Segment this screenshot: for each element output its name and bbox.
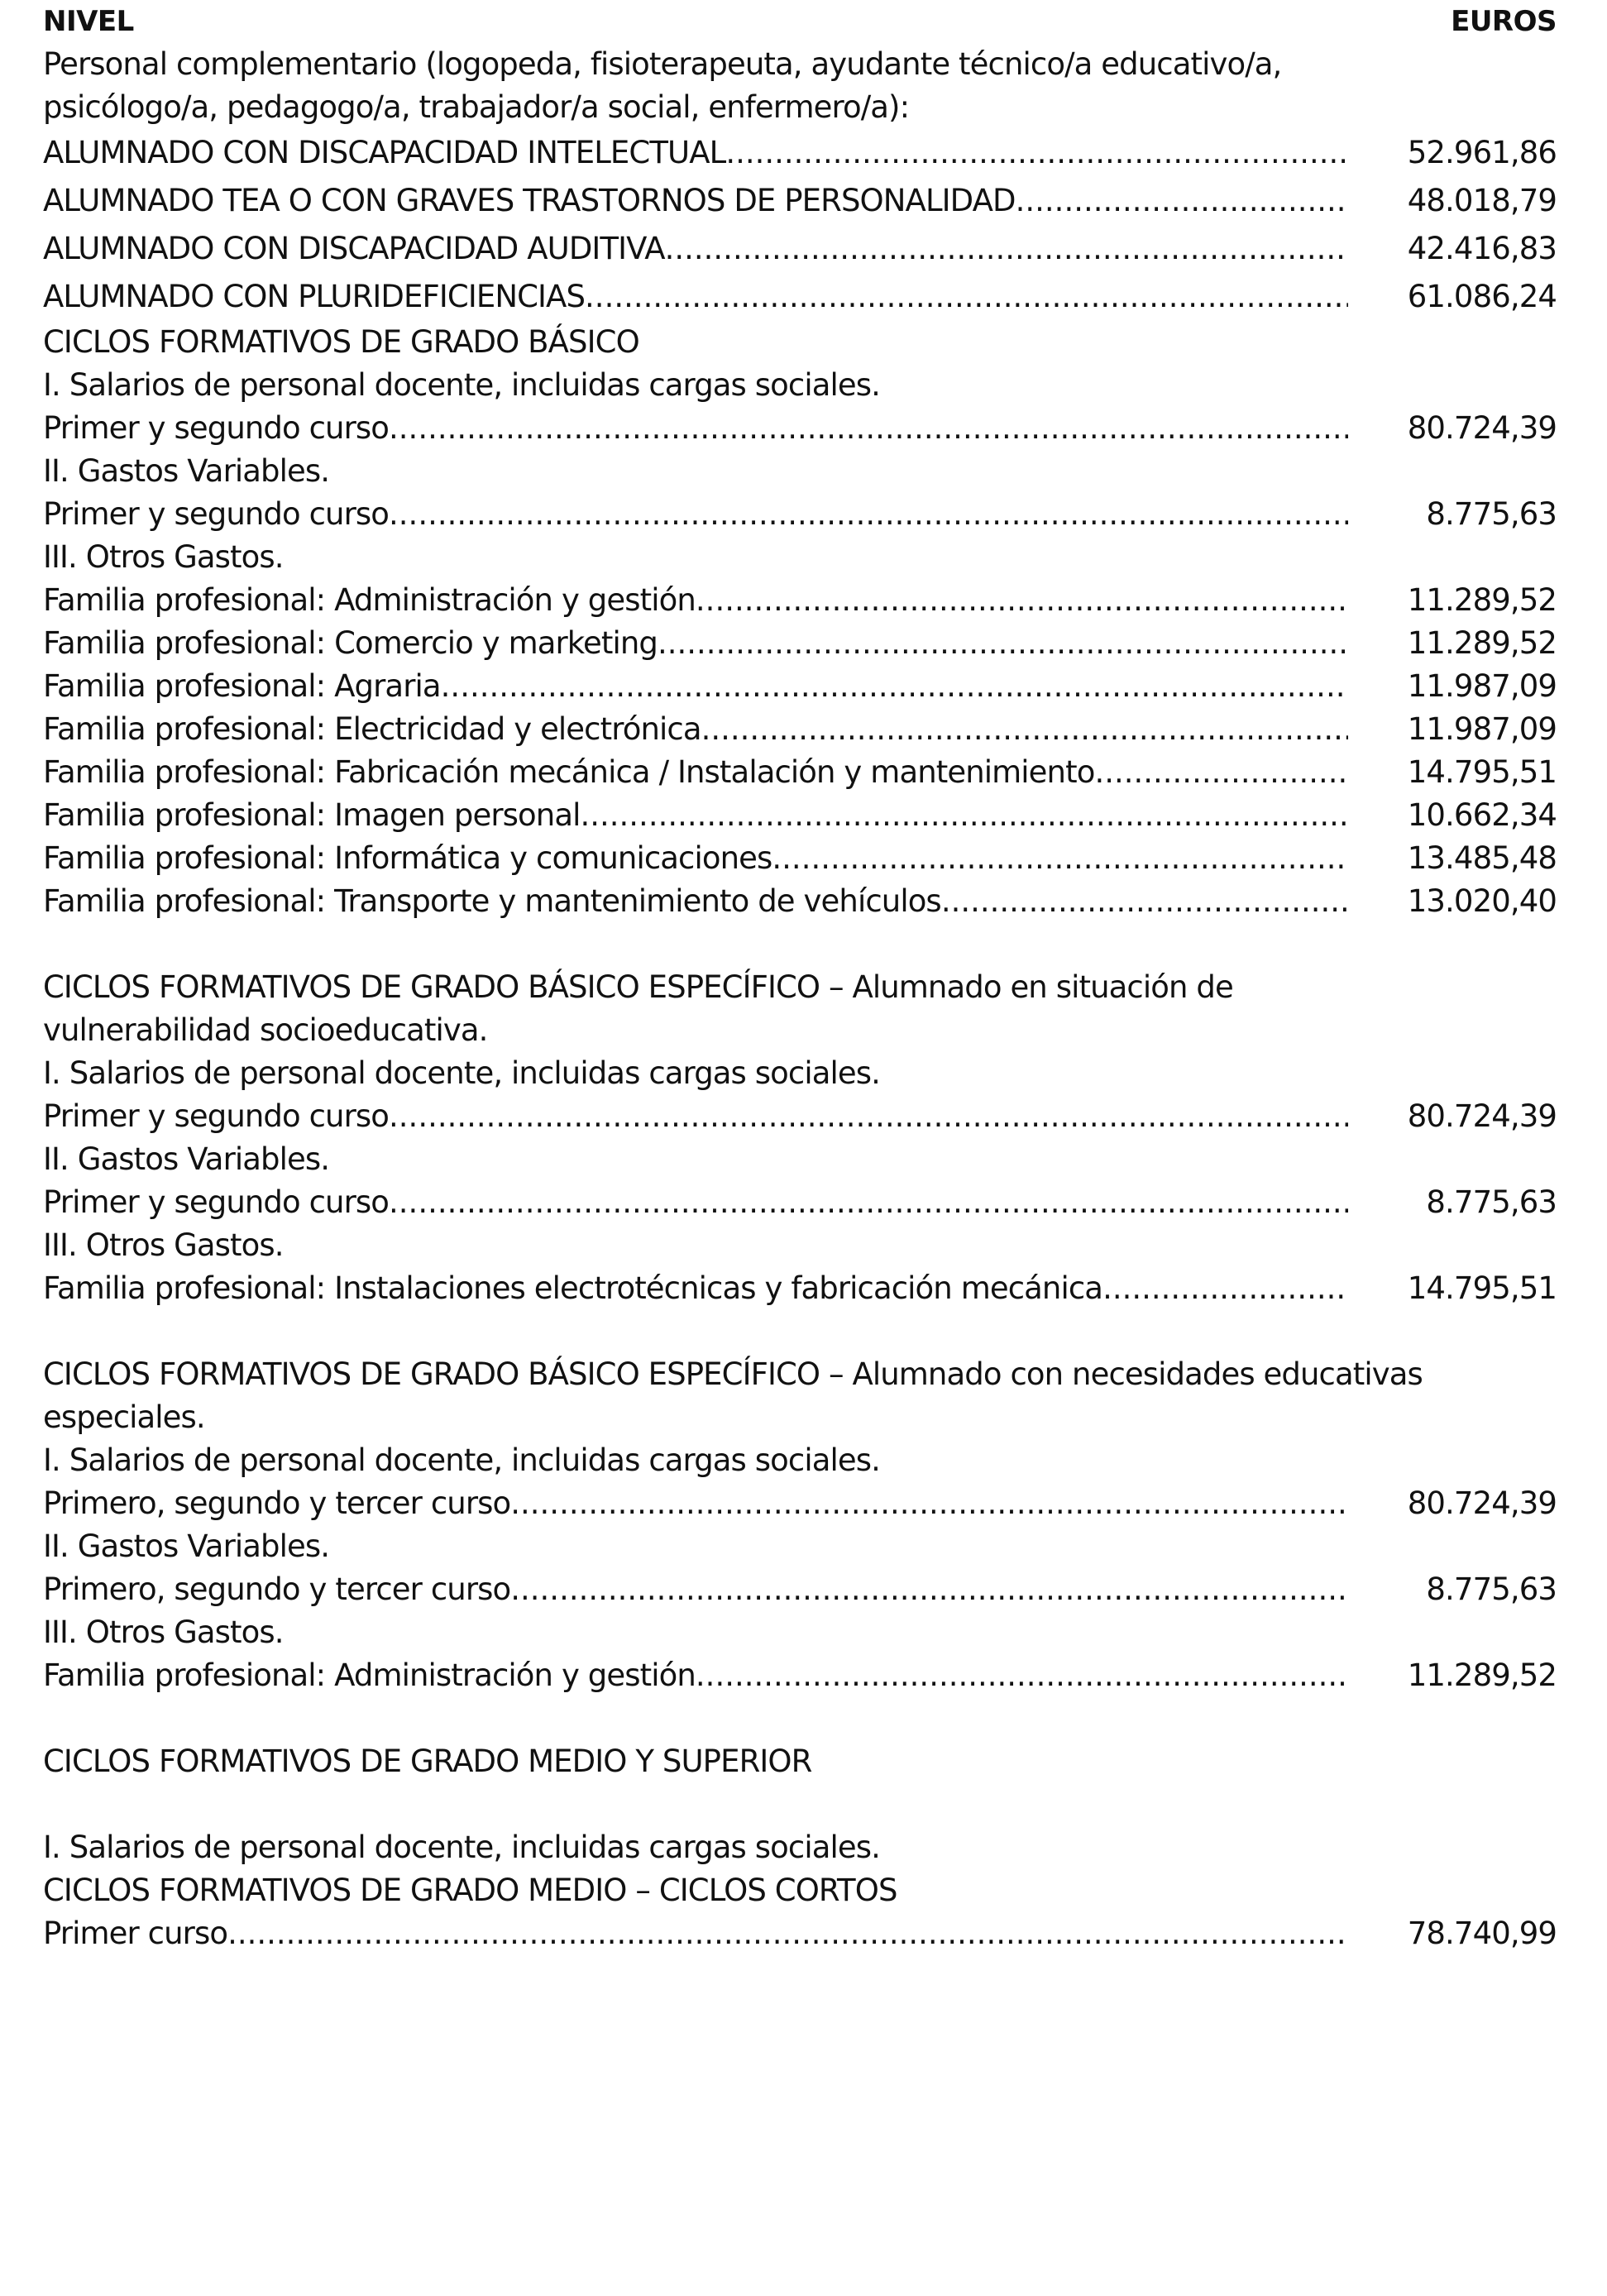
- table-row: [43, 1654, 1557, 1697]
- row-label: ALUMNADO CON DISCAPACIDAD AUDITIVA .....: [43, 225, 1348, 273]
- table-row: [43, 129, 1557, 177]
- row-value: 10.662,34: [1407, 797, 1557, 833]
- table-row: [43, 493, 1557, 536]
- row-value: 80.724,39: [1407, 1485, 1557, 1521]
- table-row: [43, 880, 1557, 923]
- row-value: 61.086,24: [1407, 279, 1557, 314]
- row-label: Familia profesional: Administración y gestión .....: [43, 579, 1348, 622]
- document-body: [43, 0, 1557, 1955]
- section-title-medio-superior: CICLOS FORMATIVOS DE GRADO MEDIO Y SUPERIOR: [43, 1744, 812, 1779]
- section-title-vulnerabilidad-1: CICLOS FORMATIVOS DE GRADO BÁSICO ESPECÍFICO – Alumnado en situación de: [43, 969, 1233, 1005]
- subsection-ciclos-cortos: CICLOS FORMATIVOS DE GRADO MEDIO – CICLOS CORTOS: [43, 1873, 897, 1908]
- row-value: 48.018,79: [1407, 183, 1557, 218]
- table-row: [43, 407, 1557, 450]
- spacer: [43, 1783, 1557, 1826]
- table-row: [43, 177, 1557, 225]
- table-row: [43, 665, 1557, 708]
- row-value: 80.724,39: [1407, 1098, 1557, 1134]
- section-title-vulnerabilidad-2: vulnerabilidad socioeducativa.: [43, 1012, 488, 1048]
- row-label: Primero, segundo y tercer curso .....: [43, 1568, 1348, 1611]
- subsection-variables: II. Gastos Variables.: [43, 453, 330, 489]
- row-label: Familia profesional: Imagen personal .....: [43, 794, 1348, 837]
- subsection-salarios: I. Salarios de personal docente, incluidas cargas sociales.: [43, 1055, 880, 1091]
- row-label: ALUMNADO TEA O CON GRAVES TRASTORNOS DE PERSONALIDAD .....: [43, 177, 1348, 225]
- table-row: [43, 225, 1557, 273]
- table-row: [43, 837, 1557, 880]
- row-label: Familia profesional: Informática y comunicaciones .....: [43, 837, 1348, 880]
- row-label: ALUMNADO CON DISCAPACIDAD INTELECTUAL .....: [43, 129, 1348, 177]
- row-label: Familia profesional: Fabricación mecánica / Instalación y mantenimiento .....: [43, 751, 1348, 794]
- spacer: [43, 1697, 1557, 1740]
- table-row: [43, 1095, 1557, 1138]
- table-row: [43, 1267, 1557, 1310]
- section-title-nee-1: CICLOS FORMATIVOS DE GRADO BÁSICO ESPECÍFICO – Alumnado con necesidades educativas: [43, 1356, 1423, 1392]
- subsection-otros: III. Otros Gastos.: [43, 539, 284, 575]
- subsection-salarios: I. Salarios de personal docente, incluidas cargas sociales.: [43, 1442, 880, 1478]
- personal-intro-line-2: psicólogo/a, pedagogo/a, trabajador/a social, enfermero/a):: [43, 89, 910, 125]
- row-label: Familia profesional: Transporte y mantenimiento de vehículos .....: [43, 880, 1348, 923]
- row-value: 11.289,52: [1407, 582, 1557, 618]
- row-label: Primero, segundo y tercer curso .....: [43, 1482, 1348, 1525]
- subsection-variables: II. Gastos Variables.: [43, 1528, 330, 1564]
- row-value: 13.485,48: [1407, 840, 1557, 876]
- subsection-salarios: I. Salarios de personal docente, incluidas cargas sociales.: [43, 1830, 880, 1865]
- row-label: Primer y segundo curso .....: [43, 1181, 1348, 1224]
- spacer: [43, 923, 1557, 966]
- row-label: Primer y segundo curso .....: [43, 493, 1348, 536]
- subsection-otros: III. Otros Gastos.: [43, 1614, 284, 1650]
- table-row: [43, 1482, 1557, 1525]
- row-label: Familia profesional: Administración y gestión .....: [43, 1654, 1348, 1697]
- row-label: Familia profesional: Instalaciones electrotécnicas y fabricación mecánica .....: [43, 1267, 1348, 1310]
- row-value: 52.961,86: [1407, 135, 1557, 170]
- euros-heading: EUROS: [1451, 5, 1557, 38]
- table-row: [43, 1568, 1557, 1611]
- row-label: Familia profesional: Electricidad y electrónica .....: [43, 708, 1348, 751]
- row-value: 11.289,52: [1407, 1657, 1557, 1693]
- table-row: [43, 708, 1557, 751]
- row-value: 8.775,63: [1426, 1571, 1557, 1607]
- table-row: [43, 622, 1557, 665]
- row-value: 11.987,09: [1407, 668, 1557, 704]
- subsection-variables: II. Gastos Variables.: [43, 1141, 330, 1177]
- table-row: [43, 1912, 1557, 1955]
- row-label: Familia profesional: Comercio y marketing .....: [43, 622, 1348, 665]
- section-title-basico: CICLOS FORMATIVOS DE GRADO BÁSICO: [43, 324, 639, 360]
- row-value: 42.416,83: [1407, 231, 1557, 266]
- row-value: 8.775,63: [1426, 1184, 1557, 1220]
- row-value: 80.724,39: [1407, 410, 1557, 446]
- subsection-salarios: I. Salarios de personal docente, incluidas cargas sociales.: [43, 367, 880, 403]
- row-value: 8.775,63: [1426, 496, 1557, 532]
- table-row: [43, 1181, 1557, 1224]
- table-header: [43, 0, 1557, 43]
- row-label: ALUMNADO CON PLURIDEFICIENCIAS .....: [43, 273, 1348, 321]
- nivel-heading: NIVEL: [43, 5, 134, 38]
- table-row: [43, 751, 1557, 794]
- row-value: 14.795,51: [1407, 754, 1557, 790]
- row-label: Primer curso .....: [43, 1912, 1348, 1955]
- row-value: 13.020,40: [1407, 883, 1557, 919]
- row-label: Primer y segundo curso .....: [43, 407, 1348, 450]
- personal-intro-line-1: Personal complementario (logopeda, fisioterapeuta, ayudante técnico/a educativo/a,: [43, 46, 1282, 82]
- row-value: 14.795,51: [1407, 1270, 1557, 1306]
- table-row: [43, 579, 1557, 622]
- row-label: Primer y segundo curso .....: [43, 1095, 1348, 1138]
- spacer: [43, 1310, 1557, 1353]
- section-title-nee-2: especiales.: [43, 1399, 205, 1435]
- row-value: 11.289,52: [1407, 625, 1557, 661]
- subsection-otros: III. Otros Gastos.: [43, 1227, 284, 1263]
- row-label: Familia profesional: Agraria .....: [43, 665, 1348, 708]
- table-row: [43, 794, 1557, 837]
- row-value: 78.740,99: [1407, 1916, 1557, 1951]
- row-value: 11.987,09: [1407, 711, 1557, 747]
- table-row: [43, 273, 1557, 321]
